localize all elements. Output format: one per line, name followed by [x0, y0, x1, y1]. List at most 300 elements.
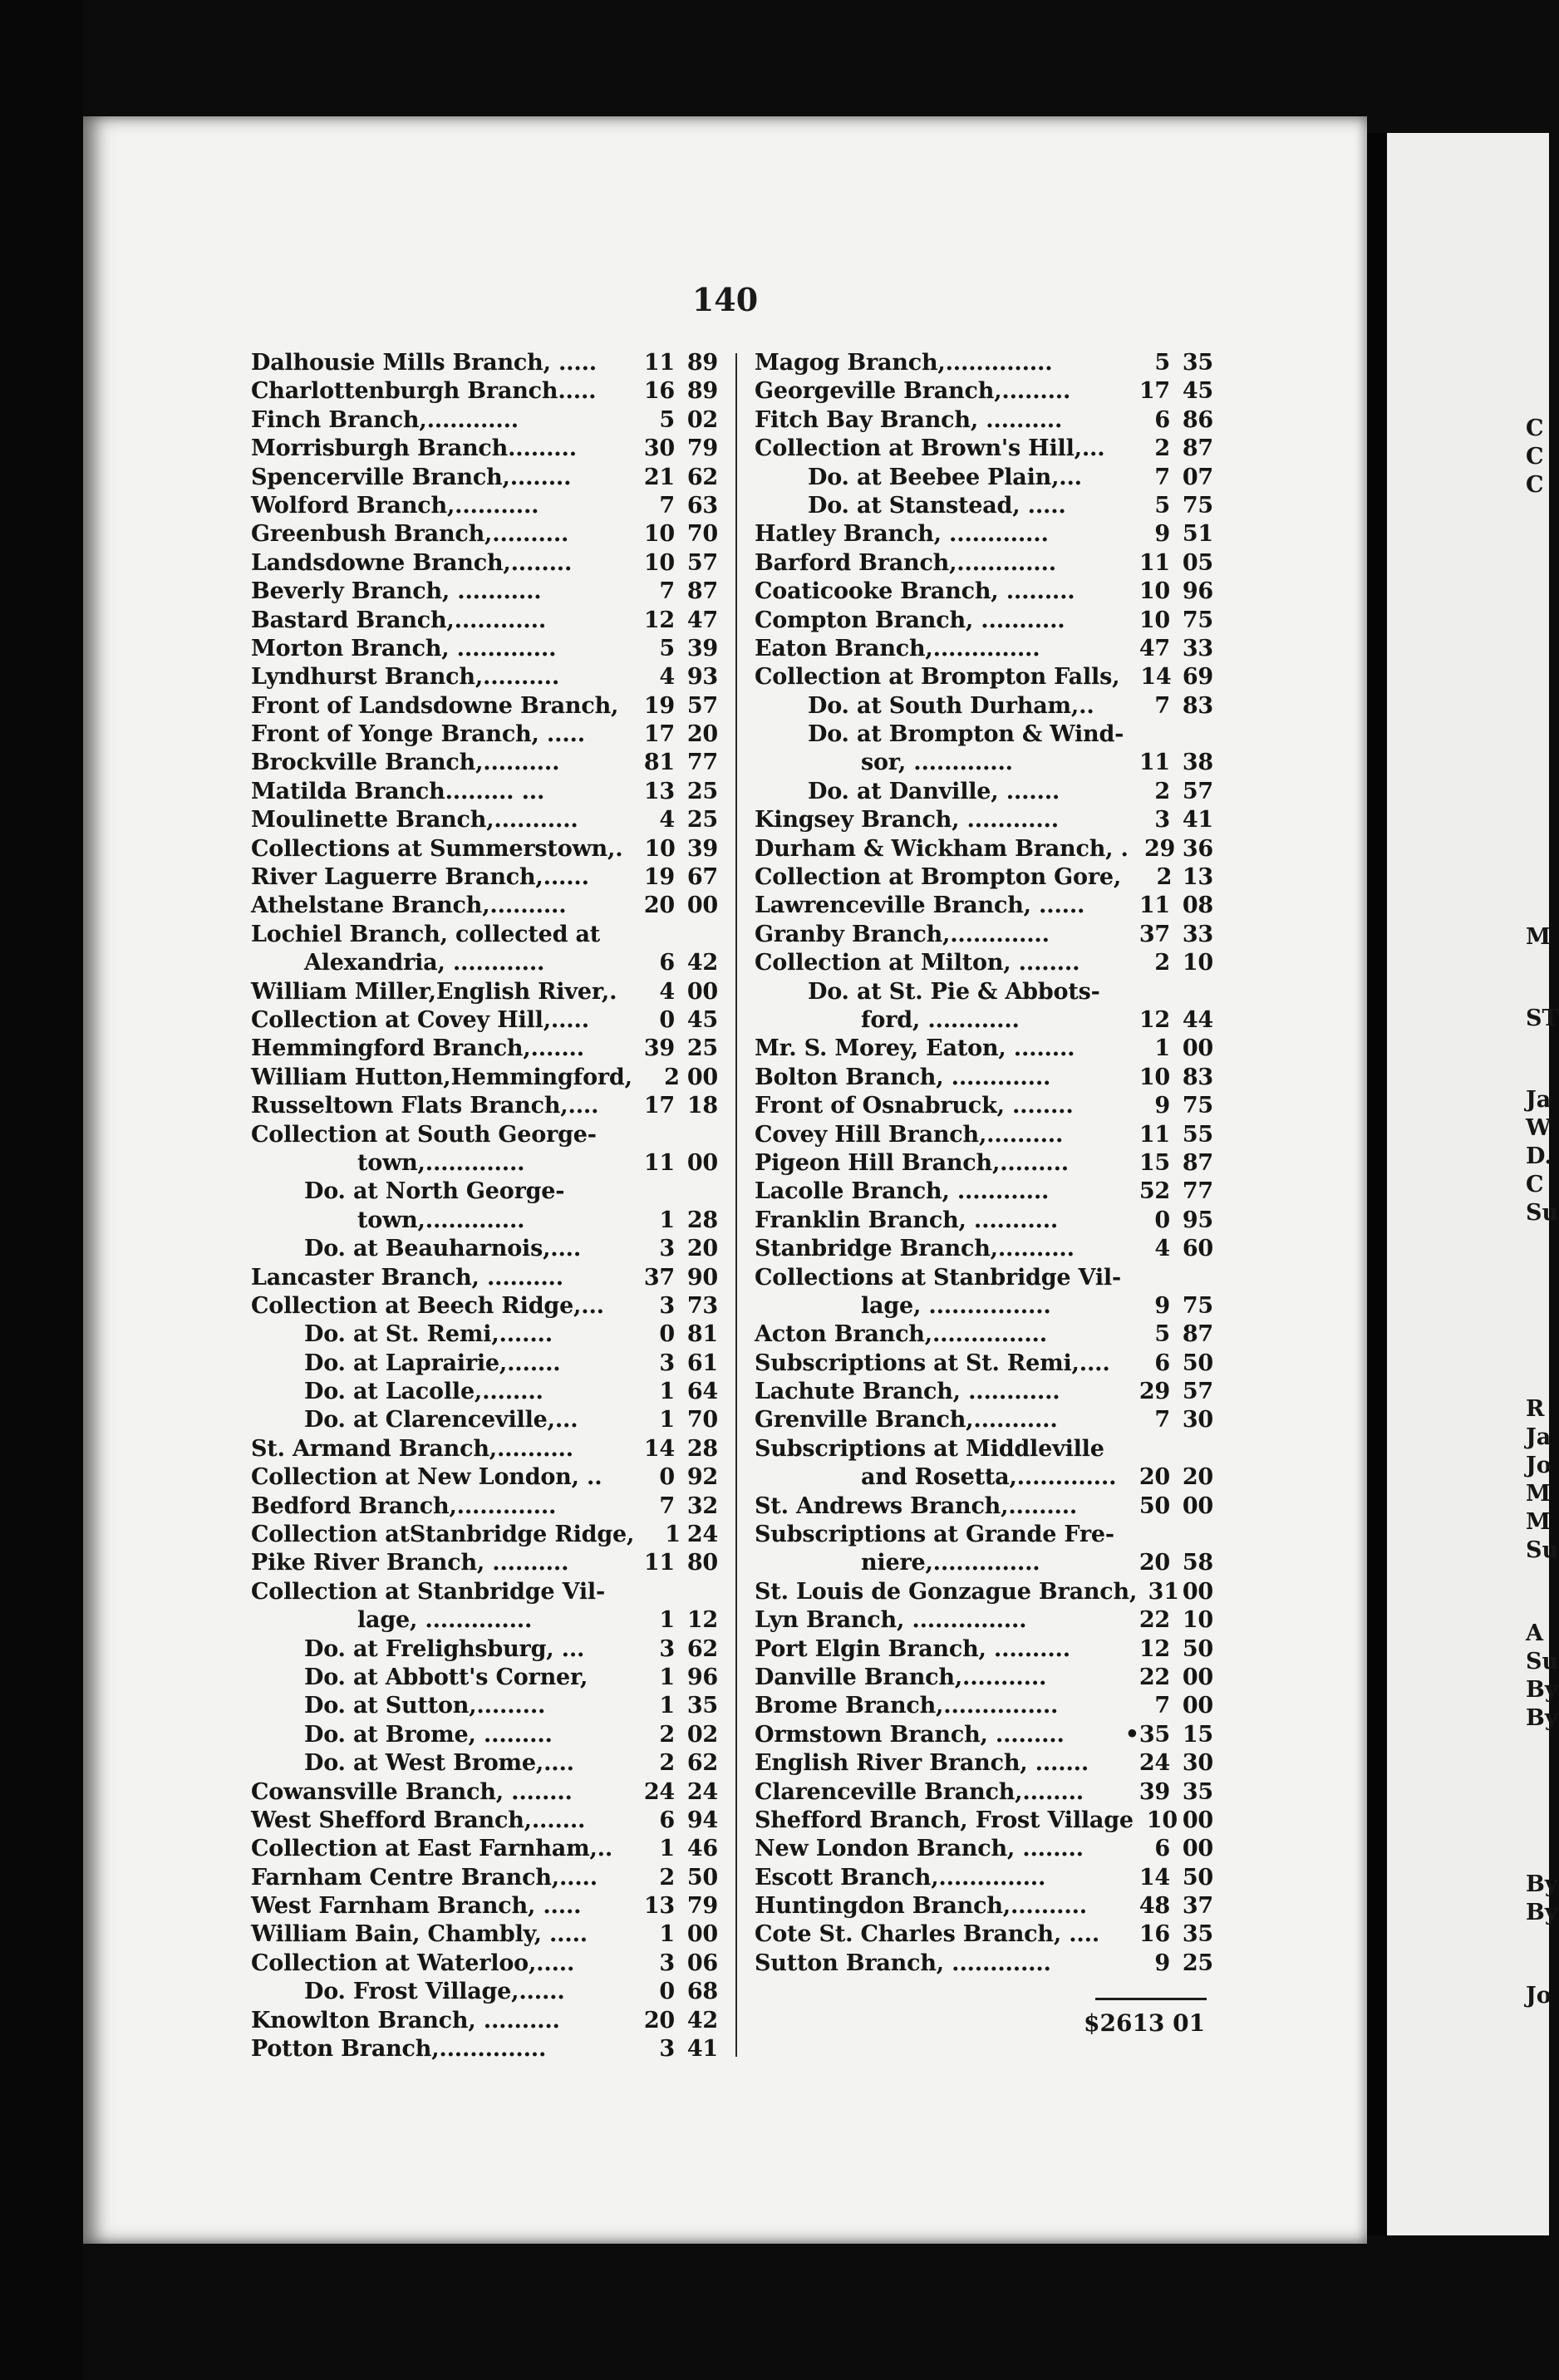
entry-name: Do. at Beebee Plain,...: [808, 464, 1082, 490]
ledger-entry: [755, 863, 1213, 892]
entry-cents: 24: [686, 1522, 718, 1548]
entry-cents: 39: [686, 835, 718, 862]
ledger-entry: [251, 1149, 718, 1178]
entry-name: Brome Branch,...............: [755, 1693, 1059, 1719]
next-page-fragment: Jo: [1526, 1983, 1552, 2009]
next-page-fragment: Su: [1526, 1649, 1559, 1674]
ledger-entry: [755, 1692, 1213, 1720]
column-divider: [735, 353, 737, 2057]
entry-dollars: 81: [643, 750, 675, 776]
entry-dollars: 6: [1154, 1350, 1170, 1376]
entry-dollars: 17: [643, 1093, 675, 1119]
entry-cents: 00: [1182, 1807, 1213, 1833]
ledger-entry: [755, 1635, 1213, 1664]
entry-cents: 36: [1182, 835, 1213, 862]
entry-dollars: 11: [1139, 1121, 1170, 1148]
entry-cents: 12: [686, 1607, 718, 1634]
entry-cents: 45: [686, 1006, 718, 1033]
ledger-entry: [251, 1807, 718, 1835]
entry-name: Lancaster Branch, ..........: [251, 1264, 563, 1291]
entry-name: lage, ..............: [357, 1607, 533, 1634]
ledger-entry: [755, 663, 1213, 691]
entry-name: Do. at Lacolle,........: [304, 1379, 543, 1405]
ledger-entry: [755, 1778, 1213, 1807]
entry-dollars: 10: [644, 835, 676, 862]
entry-cents: 95: [1182, 1207, 1213, 1233]
entry-dollars: 2: [664, 1064, 680, 1090]
entry-name: Knowlton Branch, ..........: [251, 2007, 560, 2033]
ledger-entry: [251, 1578, 718, 1606]
entry-dollars: 29: [1139, 1379, 1170, 1405]
entry-cents: 08: [1182, 893, 1213, 919]
entry-cents: 62: [686, 1750, 718, 1777]
ledger-entry: [755, 949, 1213, 977]
entry-dollars: 0: [659, 1979, 675, 2005]
entry-name: Potton Branch,..............: [251, 2036, 547, 2063]
entry-cents: 02: [686, 1721, 718, 1748]
ledger-entry: [755, 1807, 1213, 1835]
entry-name: Collections at Stanbridge Vil-: [755, 1264, 1121, 1291]
entry-name: Hatley Branch, .............: [755, 521, 1049, 548]
total-rule: [1095, 1998, 1207, 2000]
ledger-entry: [251, 978, 718, 1006]
entry-cents: 68: [686, 1979, 718, 2005]
entry-dollars: 11: [643, 1149, 675, 1176]
entry-name: St. Armand Branch,..........: [251, 1435, 573, 1462]
entry-dollars: 10: [1146, 1807, 1178, 1833]
entry-name: Coaticooke Branch, .........: [755, 578, 1075, 605]
entry-cents: 50: [1182, 1350, 1213, 1376]
entry-cents: 83: [1182, 1064, 1213, 1090]
entry-name: Lyn Branch, ...............: [755, 1607, 1027, 1634]
ledger-entry: [755, 1264, 1213, 1292]
entry-name: Do. at Clarenceville,...: [304, 1407, 578, 1433]
next-page-fragment: Su: [1526, 1200, 1559, 1226]
ledger-entry: [251, 1121, 718, 1149]
entry-name: Front of Osnabruck, ........: [755, 1093, 1074, 1119]
entry-name: ford, ............: [861, 1006, 1020, 1033]
next-page-fragment: D.: [1526, 1143, 1552, 1169]
entry-cents: 05: [1182, 549, 1213, 576]
entry-name: West Shefford Branch,.......: [251, 1807, 586, 1833]
entry-name: St. Andrews Branch,.........: [755, 1492, 1078, 1519]
ledger-entry: [251, 1006, 718, 1035]
entry-dollars: 50: [1139, 1492, 1170, 1519]
entry-cents: 25: [686, 778, 718, 804]
next-page-fragment: C: [1526, 472, 1544, 498]
entry-name: Collection at Beech Ridge,...: [251, 1292, 604, 1319]
ledger-entry: [755, 1492, 1213, 1521]
entry-name: Escott Branch,..............: [755, 1864, 1046, 1891]
entry-dollars: 0: [1154, 1207, 1170, 1233]
entry-name: Collection at East Farnham,..: [251, 1836, 613, 1862]
entry-name: Collection at Brompton Falls,: [755, 664, 1120, 691]
ledger-entry: [251, 549, 718, 578]
entry-dollars: 1: [659, 1207, 675, 1233]
entry-name: Do. at Stanstead, .....: [808, 492, 1066, 519]
entry-name: town,.............: [357, 1149, 525, 1176]
left-column: [251, 349, 718, 2063]
ledger-entry: [755, 549, 1213, 578]
ledger-entry: [755, 1320, 1213, 1349]
entry-name: Bolton Branch, .............: [755, 1064, 1051, 1090]
entry-dollars: 37: [1139, 921, 1170, 947]
entry-dollars: 1: [659, 1607, 675, 1634]
entry-dollars: 47: [1139, 635, 1170, 661]
entry-name: River Laguerre Branch,......: [251, 864, 589, 891]
entry-cents: 33: [1182, 921, 1213, 947]
entry-name: Granby Branch,.............: [755, 921, 1050, 947]
entry-name: town,.............: [357, 1207, 525, 1233]
entry-dollars: 3: [659, 1950, 675, 1976]
ledger-entry: [755, 464, 1213, 492]
entry-cents: 00: [1182, 1492, 1213, 1519]
entry-cents: 20: [1182, 1464, 1213, 1491]
next-page-fragment: Ja: [1526, 1087, 1552, 1113]
ledger-entry: [251, 1978, 718, 2006]
entry-name: Magog Branch,..............: [755, 350, 1053, 376]
entry-cents: 83: [1182, 692, 1213, 719]
entry-cents: 57: [686, 692, 718, 719]
ledger-entry: [251, 578, 718, 606]
entry-name: Collection at Brompton Gore,: [755, 864, 1122, 891]
next-page-fragment: C: [1526, 1172, 1544, 1197]
entry-name: Lyndhurst Branch,..........: [251, 664, 560, 691]
entry-cents: 50: [686, 1864, 718, 1891]
entry-cents: 61: [686, 1350, 718, 1376]
entry-dollars: 22: [1139, 1607, 1170, 1634]
ledger-entry: [251, 1778, 718, 1807]
entry-dollars: 3: [659, 1292, 675, 1319]
entry-dollars: 20: [1139, 1464, 1170, 1491]
entry-name: niere,..............: [861, 1550, 1040, 1576]
entry-name: Subscriptions at Middleville: [755, 1435, 1104, 1462]
next-page-fragment: C: [1526, 416, 1544, 441]
entry-dollars: 39: [1139, 1778, 1170, 1805]
entry-dollars: 48: [1139, 1893, 1170, 1920]
entry-name: Morrisburgh Branch.........: [251, 435, 577, 462]
entry-name: Barford Branch,.............: [755, 549, 1056, 576]
ledger-entry: [755, 1149, 1213, 1178]
ledger-entry: [251, 607, 718, 635]
ledger-entry: [251, 349, 718, 377]
entry-name: Port Elgin Branch, ..........: [755, 1635, 1070, 1662]
entry-dollars: 30: [643, 435, 675, 462]
entry-dollars: 2: [1154, 950, 1170, 976]
ledger-entry: [755, 1749, 1213, 1778]
ledger-entry: [251, 1835, 718, 1863]
entry-cents: 62: [686, 464, 718, 490]
entry-dollars: 0: [659, 1006, 675, 1033]
ledger-entry: [251, 835, 718, 863]
entry-dollars: 5: [659, 635, 675, 661]
entry-cents: 28: [686, 1207, 718, 1233]
entry-dollars: 0: [659, 1464, 675, 1491]
entry-dollars: 2: [1156, 864, 1173, 891]
entry-cents: 18: [686, 1093, 718, 1119]
entry-cents: 73: [686, 1292, 718, 1319]
entry-cents: 44: [1182, 1006, 1213, 1033]
entry-cents: 81: [686, 1321, 718, 1348]
entry-dollars: 52: [1139, 1178, 1170, 1205]
entry-name: Collection at New London, ..: [251, 1464, 602, 1491]
ledger-entry: [251, 1864, 718, 1892]
entry-name: Do. at Frelighsburg, ...: [304, 1635, 585, 1662]
ledger-entry: [755, 1463, 1213, 1492]
ledger-entry: [251, 1892, 718, 1920]
ledger-entry: [755, 1950, 1213, 1978]
ledger-entry: [251, 2035, 718, 2063]
entry-cents: 00: [1182, 1693, 1213, 1719]
entry-name: Cote St. Charles Branch, ....: [755, 1921, 1100, 1948]
entry-name: Do. at St. Remi,.......: [304, 1321, 553, 1348]
entry-dollars: 4: [659, 978, 675, 1005]
entry-cents: 07: [1182, 464, 1213, 490]
entry-cents: 87: [1182, 1149, 1213, 1176]
entry-name: Dalhousie Mills Branch, .....: [251, 350, 597, 376]
entry-name: Huntingdon Branch,..........: [755, 1893, 1087, 1920]
entry-name: Do. Frost Village,......: [304, 1979, 565, 2005]
ledger-entry: [251, 720, 718, 749]
entry-cents: 93: [686, 664, 718, 691]
entry-name: Compton Branch, ...........: [755, 607, 1065, 633]
entry-cents: 75: [1182, 1292, 1213, 1319]
entry-name: Franklin Branch, ...........: [755, 1207, 1059, 1233]
entry-name: Shefford Branch, Frost Village: [755, 1807, 1134, 1833]
entry-name: sor, .............: [861, 750, 1013, 776]
entry-dollars: 24: [643, 1778, 675, 1805]
entry-dollars: 1: [659, 1379, 675, 1405]
entry-cents: 90: [686, 1264, 718, 1291]
entry-dollars: 2: [659, 1864, 675, 1891]
entry-cents: 57: [686, 549, 718, 576]
entry-cents: 02: [686, 406, 718, 433]
entry-name: Lawrenceville Branch, ......: [755, 893, 1085, 919]
next-page-fragment: W: [1526, 1115, 1552, 1141]
ledger-entry: [251, 778, 718, 806]
next-page-fragment: By: [1526, 1871, 1558, 1897]
entry-name: Finch Branch,............: [251, 406, 519, 433]
entry-name: Brockville Branch,..........: [251, 750, 560, 776]
ledger-entry: [251, 1635, 718, 1664]
entry-name: Do. at West Brome,....: [304, 1750, 574, 1777]
entry-cents: 92: [686, 1464, 718, 1491]
entry-cents: 41: [1182, 807, 1213, 833]
ledger-entry: [755, 1035, 1213, 1063]
entry-cents: 33: [1182, 635, 1213, 661]
entry-name: Athelstane Branch,..........: [251, 893, 567, 919]
entry-dollars: 16: [1139, 1921, 1170, 1948]
entry-dollars: 24: [1139, 1750, 1170, 1777]
next-page-fragment: Ja: [1526, 1424, 1552, 1450]
entry-name: Covey Hill Branch,..........: [755, 1121, 1064, 1148]
entry-name: Collection at South George-: [251, 1121, 597, 1148]
entry-name: lage, ................: [861, 1292, 1051, 1319]
entry-name: Do. at Abbott's Corner,: [304, 1664, 588, 1690]
entry-dollars: 14: [1139, 1864, 1170, 1891]
entry-name: Hemmingford Branch,.......: [251, 1035, 584, 1062]
entry-dollars: 17: [1139, 378, 1170, 405]
entry-cents: 25: [686, 1035, 718, 1062]
entry-name: New London Branch, ........: [755, 1836, 1084, 1862]
entry-cents: 30: [1182, 1750, 1213, 1777]
ledger-entry: [755, 1664, 1213, 1692]
entry-name: Spencerville Branch,........: [251, 464, 572, 490]
ledger-entry: [251, 949, 718, 977]
entry-cents: 10: [1182, 1607, 1213, 1634]
entry-cents: 70: [686, 1407, 718, 1433]
ledger-entry: [251, 1749, 718, 1778]
entry-dollars: 37: [643, 1264, 675, 1291]
ledger-entry: [251, 1235, 718, 1263]
next-page-fragment: R: [1526, 1396, 1545, 1422]
ledger-entry: [251, 1721, 718, 1749]
entry-name: Grenville Branch,...........: [755, 1407, 1058, 1433]
entry-cents: 13: [1182, 864, 1213, 891]
ledger-entry: [755, 520, 1213, 548]
ledger-entry: [755, 1835, 1213, 1863]
entry-cents: 79: [686, 1893, 718, 1920]
entry-cents: 86: [1182, 406, 1213, 433]
ledger-entry: [251, 1606, 718, 1635]
entry-dollars: 6: [1154, 406, 1170, 433]
entry-dollars: 9: [1154, 521, 1170, 548]
entry-name: Landsdowne Branch,........: [251, 549, 573, 576]
entry-dollars: 5: [1154, 350, 1170, 376]
entry-dollars: •35: [1124, 1721, 1170, 1748]
entry-dollars: 1: [665, 1522, 681, 1548]
entry-cents: 75: [1182, 1093, 1213, 1119]
entry-dollars: 6: [659, 1807, 675, 1833]
ledger-entry: [755, 921, 1213, 949]
ledger-entry: [755, 1920, 1213, 1949]
entry-cents: 77: [1182, 1178, 1213, 1205]
entry-name: Bastard Branch,............: [251, 607, 547, 633]
entry-cents: 47: [686, 607, 718, 633]
entry-dollars: 3: [659, 2036, 675, 2063]
ledger-entry: [251, 1664, 718, 1692]
entry-cents: 60: [1182, 1236, 1213, 1262]
entry-cents: 77: [686, 750, 718, 776]
ledger-entry: [755, 892, 1213, 920]
ledger-entry: [251, 1463, 718, 1492]
entry-cents: 63: [686, 492, 718, 519]
entry-cents: 80: [686, 1550, 718, 1576]
entry-name: Do. at St. Pie & Abbots-: [808, 978, 1100, 1005]
entry-cents: 42: [686, 2007, 718, 2033]
entry-name: Durham & Wickham Branch, .: [755, 835, 1129, 862]
entry-dollars: 5: [1154, 492, 1170, 519]
next-page-fragment: A: [1526, 1620, 1543, 1646]
entry-name: Collection at Waterloo,.....: [251, 1950, 575, 1976]
entry-dollars: 1: [659, 1693, 675, 1719]
entry-dollars: 11: [1139, 750, 1170, 776]
next-page-fragment: C: [1526, 444, 1544, 470]
ledger-entry: [755, 492, 1213, 520]
ledger-entry: [251, 1320, 718, 1349]
entry-cents: 57: [1182, 1379, 1213, 1405]
entry-cents: 00: [686, 893, 718, 919]
entry-dollars: 14: [643, 1435, 675, 1462]
ledger-entry: [755, 1378, 1213, 1406]
ledger-entry: [755, 349, 1213, 377]
ledger-entry: [755, 1549, 1213, 1577]
entry-dollars: 20: [1139, 1550, 1170, 1576]
entry-dollars: 4: [659, 664, 675, 691]
entry-dollars: 2: [659, 1750, 675, 1777]
ledger-entry: [251, 1492, 718, 1521]
next-page-fragment: M: [1526, 1509, 1551, 1535]
entry-cents: 35: [1182, 1778, 1213, 1805]
entry-cents: 45: [1182, 378, 1213, 405]
ledger-entry: [755, 1235, 1213, 1263]
ledger-entry: [251, 1092, 718, 1120]
entry-cents: 00: [686, 1921, 718, 1948]
entry-dollars: 7: [659, 578, 675, 605]
ledger-entry: [251, 1692, 718, 1720]
entry-cents: 75: [1182, 492, 1213, 519]
ledger-entry: [251, 1178, 718, 1206]
entry-name: William Miller,English River,.: [251, 978, 617, 1005]
next-page-fragment: By: [1526, 1705, 1558, 1731]
entry-name: Do. at Danville, .......: [808, 778, 1060, 804]
entry-dollars: 1: [659, 1921, 675, 1948]
entry-dollars: 22: [1139, 1664, 1170, 1690]
entry-dollars: 2: [1154, 435, 1170, 462]
entry-dollars: 2: [1154, 778, 1170, 804]
entry-dollars: 31: [1148, 1578, 1179, 1605]
entry-cents: 87: [1182, 1321, 1213, 1348]
entry-name: Collection at Brown's Hill,...: [755, 435, 1105, 462]
ledger-entry: [251, 377, 718, 406]
entry-cents: 55: [1182, 1121, 1213, 1148]
entry-name: Lochiel Branch, collected at: [251, 921, 601, 947]
entry-dollars: 1: [659, 1407, 675, 1433]
entry-name: Front of Yonge Branch, .....: [251, 721, 585, 748]
ledger-entry: [755, 1435, 1213, 1463]
ledger-entry: [251, 1035, 718, 1063]
ledger-entry: [755, 1521, 1213, 1549]
entry-cents: 50: [1182, 1864, 1213, 1891]
entry-dollars: 5: [659, 406, 675, 433]
ledger-entry: [251, 635, 718, 663]
entry-name: Wolford Branch,...........: [251, 492, 539, 519]
entry-dollars: 7: [1154, 1407, 1170, 1433]
entry-dollars: 0: [659, 1321, 675, 1348]
entry-name: Lachute Branch, ............: [755, 1379, 1060, 1405]
ledger-entry: [251, 2007, 718, 2035]
entry-dollars: 6: [1154, 1836, 1170, 1862]
ledger-entry: [251, 692, 718, 720]
ledger-entry: [755, 1406, 1213, 1434]
entry-cents: 25: [686, 807, 718, 833]
total-amount: $2613 01: [1084, 2009, 1206, 2037]
entry-cents: 41: [686, 2036, 718, 2063]
entry-cents: 00: [1182, 1836, 1213, 1862]
ledger-entry: [755, 435, 1213, 463]
entry-name: Russeltown Flats Branch,....: [251, 1093, 599, 1119]
ledger-entry: [251, 1292, 718, 1320]
entry-name: Fitch Bay Branch, ..........: [755, 406, 1063, 433]
entry-name: St. Louis de Gonzague Branch,: [755, 1578, 1138, 1605]
ledger-entry: [755, 635, 1213, 663]
ledger-entry: [755, 1578, 1213, 1606]
entry-name: Mr. S. Morey, Eaton, ........: [755, 1035, 1075, 1062]
ledger-entry: [251, 863, 718, 892]
ledger-entry: [755, 1292, 1213, 1320]
entry-dollars: 9: [1154, 1292, 1170, 1319]
ledger-entry: [251, 1406, 718, 1434]
